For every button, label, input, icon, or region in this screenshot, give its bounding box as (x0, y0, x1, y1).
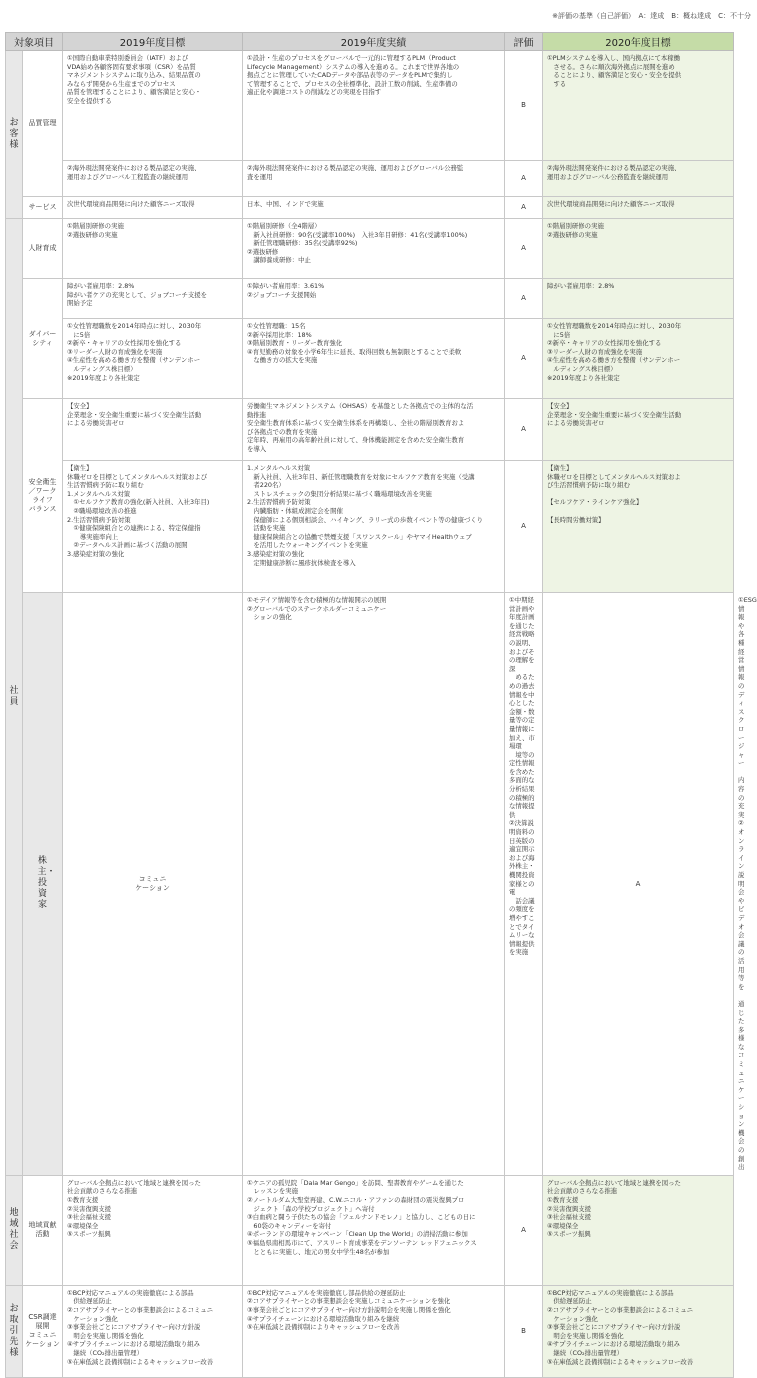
result-2019-cell: 1.メンタルヘルス対策 新入社員、入社3年目、新任管理職教育を対象にセルフケア教育を実施（受講 者220名） ストレスチェックの集団分析結果に基づく職場環境改善を実施 2.生活習慣病予防対策 内臓脂肪・体組成測定会を開催 保健師による個別相談会、ハイキング、ラリー式の歩数イベント等の健康づくり 活動を実施 健康保険組合との協働で禁煙支援「スワンスクール」やヤマイHealthウェブ を活用したウォーキングイベントを実施 3.感染症対策の強化 定期健康診断に風疹抗体検査を導入 (243, 461, 505, 593)
evaluation-cell: A (505, 219, 543, 279)
goal-2019-cell: ①階層別研修の実施 ②選抜研修の実施 (63, 219, 243, 279)
table-row (6, 51, 734, 161)
result-2019-cell: ①設計・生産のプロセスをグローバルで一元的に管理するPLM（Product Lifecycle Management）システムの導入を進める。これまで世界各地の 拠点ごとに管理していたCADデータや部品表等のデータをPLMで集約し て管理することで、プロセスの全社標準化、設計工数の削減、生産準備の 適正化や調達コストの削減などの実現を目指す (243, 51, 505, 161)
goal-2019-cell: ②海外現法開発案件における製品認定の実施、 運用およびグローバル工程監査の継続運用 (63, 161, 243, 197)
result-2019-cell: ①女性管理職：15名 ②新卒採用比率：18% ③階層別教育・リーダー教育強化 ④育児勤務の対象を小学6年生に延長、取得回数も無制限とすることで柔軟 な働き方の拡大を実施 (243, 319, 505, 399)
table-row (6, 1175, 734, 1285)
goal-2019-cell: 【衛生】 休職ゼロを目標としてメンタルヘルス対策および 生活習慣病予防に取り組む 1.メンタルヘルス対策 ①セルフケア教育の強化(新入社員、入社3年目) ②職場環境改善の推進 2.生活習慣病予防対策 ①健康保険組合との連携による、特定保健指 導実施率向上 ②データヘルス計画に基づく活動の展開 3.感染症対策の強化 (63, 461, 243, 593)
goal-2019-cell: ①女性管理職数を2014年時点に対し、2030年 に5倍 ②新卒・キャリアの女性採用を強化する ③リーダー人財の育成強化を実施 ④生産性を高める働き方を整備（サンデンホー ルディングス株目標） ※2019年度より各社策定 (63, 319, 243, 399)
result-2019-cell: ①中期経営計画や年度計画を通じた経営戦略の説明、およびその理解を深 めるための過去情報を中心とした金額・数量等の定量情報に加え、市場環 境等の定性情報を含めた多面的な分析結果の積極的な情報提供 ②決算説明資料の日英版の適宜開示および海外株主・機関投資家様との電 話会議の頻度を増やすことでタイムリーな情報提供を実施 (505, 593, 543, 1176)
goal-2020-cell: ②海外現法開発案件における製品認定の実施、 運用およびグローバル公務監査を継続運用 (543, 161, 734, 197)
result-2019-cell: ①障がい者雇用率：3.61% ②ジョブコーチ支援開始 (243, 279, 505, 319)
category-community: 地域社会 (6, 1175, 23, 1285)
evaluation-cell: A (505, 161, 543, 197)
goal-2020-cell: ①女性管理職数を2014年時点に対し、2030年 に5倍 ②新卒・キャリアの女性採用を強化する ③リーダー人財の育成強化を実施 ④生産性を高める働き方を整備（サンデンホー ルディングス株目標） ※2019年度より各社策定 (543, 319, 734, 399)
evaluation-cell: A (505, 461, 543, 593)
goal-2020-cell: 次世代環境商品開発に向けた顧客ニーズ取得 (543, 197, 734, 219)
result-2019-cell: ①階層別研修（全4階層） 新入社員研修：90名(受講率100%) 入社3年目研修：41名(受講率100%) 新任管理職研修：35名(受講率92%) ②選抜研修 講師養成研修：中止 (243, 219, 505, 279)
subcategory-communication: コミュニ ケーション (63, 593, 243, 1176)
evaluation-legend: ※評価の基準（自己評価） A：達成 B：概ね達成 C：不十分 (552, 12, 751, 20)
category-partner: お取引先様 (6, 1285, 23, 1377)
evaluation-cell: A (543, 593, 734, 1176)
subcategory-regional-contribution: 地域貢献 活動 (23, 1175, 63, 1285)
table-row (6, 399, 734, 461)
header-evaluation: 評価 (505, 33, 543, 51)
goal-2020-cell: ①階層別研修の実施 ②選抜研修の実施 (543, 219, 734, 279)
goal-2020-cell: 障がい者雇用率：2.8% (543, 279, 734, 319)
evaluation-cell: A (505, 1175, 543, 1285)
evaluation-cell: B (505, 1285, 543, 1377)
table-row (6, 279, 734, 319)
subcategory-hr-development: 人財育成 (23, 219, 63, 279)
evaluation-cell: A (505, 197, 543, 219)
evaluation-cell: A (505, 319, 543, 399)
category-shareholder: 株主・投資家 (23, 593, 63, 1176)
evaluation-cell: A (505, 399, 543, 461)
result-2019-cell: 労働衛生マネジメントシステム（OHSAS）を基盤とした各拠点での主体的な活 動推進 安全衛生教育体系に基づく安全衛生体系を再構築し、全社の階層別教育およ び各拠点での教育を実施 定年時、再雇用の高年齢社員に対して、身体機能測定を含めた安全衛生教育 を導入 (243, 399, 505, 461)
goal-2019-cell: グローバル全拠点において地域と連携を図った 社会貢献のさらなる推進 ①教育支援 ②災害復興支援 ③社会福祉支援 ④環境保全 ⑤スポーツ振興 (63, 1175, 243, 1285)
table-row: 株主・投資家 コミュニ ケーション ①モデイア情報等を含む積極的な情報開示の展開 ②グローバルでのステークホルダーコミュニケー ションの強化 ①中期経営計画や年度計画を通じた経営戦略の説明、およびその理解を深 めるための過去情報を中心とした金額・数量等の定量情報に加え、市場環 境等の定性情報を含めた多面的な分析結果の積極的な情報提供 ②決算説明資料の日英版の適宜開示および海外株主・機関投資家様との電 話会議の頻度を増やすことでタイムリーな情報提供を実施 A ①ESG情報や各種経営情報のディスクロージャー 内容の充実 ②オンライン説明会やビデオ会議の活用等を 通じた多様なコミュニケーション機会の創出 (6, 593, 734, 1176)
goal-2020-cell: グローバル全拠点において地域と連携を図った 社会貢献のさらなる推進 ①教育支援 ②災害復興支援 ③社会福祉支援 ④環境保全 ⑤スポーツ振興 (543, 1175, 734, 1285)
csr-goals-table (5, 32, 757, 1378)
goal-2020-cell: 【衛生】 休職ゼロを目標としてメンタルヘルス対策およ び生活習慣病予防に取り組む 【セルフケア・ラインケア強化】 【長時間労働対策】 (543, 461, 734, 593)
subcategory-csr-procurement: CSR調達 展開 コミュニ ケーション (23, 1285, 63, 1377)
table-row (6, 1285, 734, 1377)
goal-2019-cell: ①モデイア情報等を含む積極的な情報開示の展開 ②グローバルでのステークホルダーコミュニケー ションの強化 (243, 593, 505, 1176)
result-2019-cell: ①BCP対応マニュアルを実施徹底し部品供給の遅延防止 ②コアサプライヤーとの事業懇談会を実施しコミュニケーションを強化 ③事業会社ごとにコアサプライヤー向け方針説明会を実施し関係を強化 ④サプライチェーンにおける環境活動取り組みを継続 ⑤在庫低減と設備抑制によりキャッシュフローを改善 (243, 1285, 505, 1377)
evaluation-cell: A (505, 279, 543, 319)
header-goal-2020: 2020年度目標 (543, 33, 734, 51)
subcategory-diversity: ダイバー シティ (23, 279, 63, 399)
subcategory-service: サービス (23, 197, 63, 219)
header-goal-2019: 2019年度目標 (63, 33, 243, 51)
goal-2020-cell: ①BCP対応マニュアルの実施徹底による部品 供給遅延防止 ②コアサプライヤーとの事業懇談会によるコミュニ ケーション強化 ③事業会社ごとにコアサプライヤー向け方針説 明会を実施し関係を強化 ④サプライチェーンにおける環境活動取り組み 継続（CO₂排出量管理） ⑤在庫低減と設備抑制によるキャッシュフロー改善 (543, 1285, 734, 1377)
subcategory-quality: 品質管理 (23, 51, 63, 197)
goal-2019-cell: 【安全】 企業理念・安全衛生重要に基づく安全衛生活動 による労働災害ゼロ (63, 399, 243, 461)
table-row (6, 161, 734, 197)
header-target: 対象項目 (6, 33, 63, 51)
table-row (6, 319, 734, 399)
goal-2019-cell: ①国際自動車業特別委員会（IATF）および VDA始め各顧客固有要求事項（CSR）を品質 マネジメントシステムに取り込み、結果品質の みならず開発から生産までのプロセス 品質を管理することにより、顧客満足と安心・ 安全を提供する (63, 51, 243, 161)
evaluation-cell: B (505, 51, 543, 161)
result-2019-cell: ②海外現法開発案件における製品認定の実施、運用およびグローバル公務監 査を運用 (243, 161, 505, 197)
header-row (6, 33, 734, 51)
category-employee: 社員 (6, 219, 23, 1176)
category-customer: お客様 (6, 51, 23, 219)
goal-2019-cell: ①BCP対応マニュアルの実施徹底による部品 供給遅延防止 ②コアサプライヤーとの事業懇談会によるコミュニ ケーション強化 ③事業会社ごとにコアサプライヤー向け方針説 明会を実施し関係を強化 ④サプライチェーンにおける環境活動取り組み 継続（CO₂排出量管理） ⑤在庫低減と設備抑制によるキャッシュフロー改善 (63, 1285, 243, 1377)
goal-2019-cell: 次世代環境商品開発に向けた顧客ニーズ取得 (63, 197, 243, 219)
goal-2020-cell: 【安全】 企業理念・安全衛生重要に基づく安全衛生活動 による労働災害ゼロ (543, 399, 734, 461)
result-2019-cell: 日本、中国、インドで実施 (243, 197, 505, 219)
header-result-2019: 2019年度実績 (243, 33, 505, 51)
table-row (6, 219, 734, 279)
result-2019-cell: ①ケニアの孤児院「Dala Mar Gengo」を訪問、聖書教育やゲームを通じた レッスンを実施 ②ノートルダム大聖堂再建、C.W.ニコル・アファンの森財団の震災復興プロ ジェクト「森の学校プロジェクト」へ寄付 ③白血病と闘う子供たちの協会「フェルナンドモレノ」と協力し、こどもの日に 60袋のキャンディーを寄付 ④ポーランドの環境キャンペーン「Clean Up the World」の清掃活動に参加 ⑤福島県南相馬市にて、アスリート育成事業をデンソーテン レッドフェニックス とともに実施し、地元の男女中学生48名が参加 (243, 1175, 505, 1285)
table-row (6, 461, 734, 593)
table-row (6, 197, 734, 219)
subcategory-safety-health: 安全衛生 ／ワーク ライフ バランス (23, 399, 63, 593)
goal-2019-cell: 障がい者雇用率：2.8% 障がい者ケアの充実として、ジョブコーチ支援を 開始予定 (63, 279, 243, 319)
goal-2020-cell: ①PLMシステムを導入し、国内拠点にて本稼働 させる。さらに順次海外拠点に展開を進め ることにより、顧客満足と安心・安全を提供 する (543, 51, 734, 161)
